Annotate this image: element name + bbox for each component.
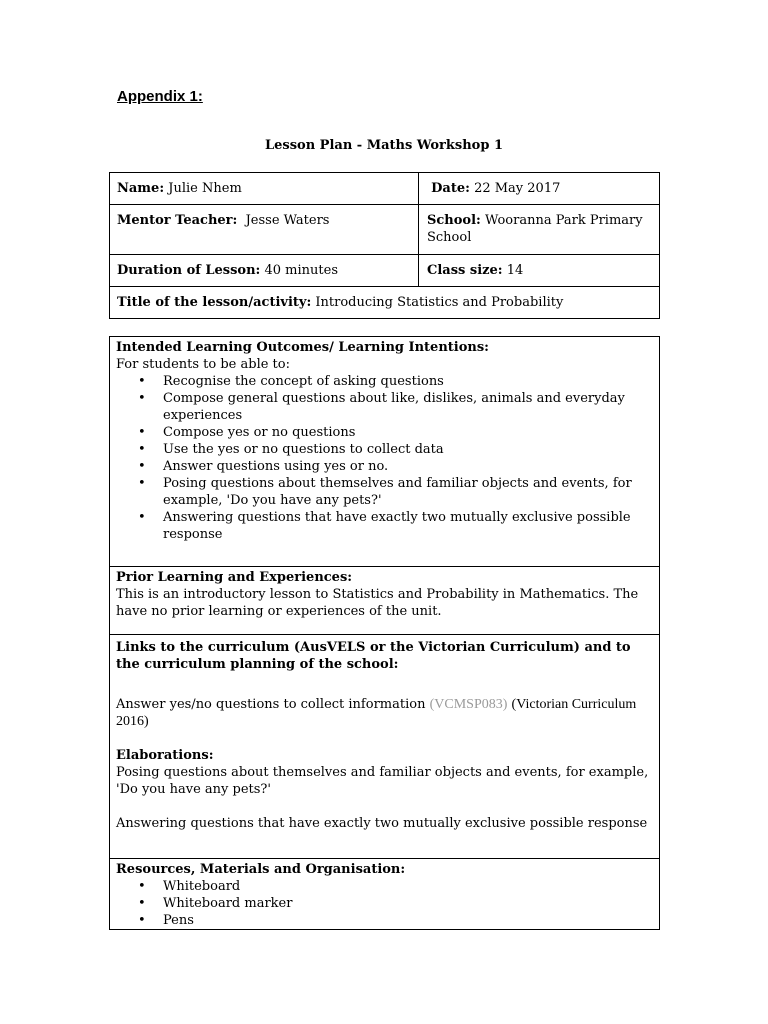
school-cell	[419, 205, 660, 255]
lesson-info-table	[109, 172, 660, 319]
name-value: Julie Nhem	[168, 181, 242, 196]
elaboration-2: Answering questions that have exactly two mutually exclusive possible response	[116, 816, 648, 831]
lesson-plan-table	[109, 336, 660, 930]
outcomes-list	[116, 373, 652, 543]
list-item: • Answer questions using yes or no.	[163, 458, 652, 475]
list-item: • Compose yes or no questions	[163, 424, 652, 441]
curriculum-answer-text: Answer yes/no questions to collect information	[116, 697, 426, 712]
resources-list	[116, 878, 652, 929]
appendix-heading: Appendix 1:	[117, 88, 203, 105]
curriculum-links-cell	[110, 635, 660, 859]
list-item: • Compose general questions about like, dislikes, animals and everyday experiences	[163, 390, 652, 424]
mentor-value: Jesse Waters	[245, 213, 330, 228]
prior-learning-text: This is an introductory lesson to Statistics and Probability in Mathematics. The have no prior learning or experiences of the unit.	[116, 587, 639, 619]
duration-cell	[110, 255, 419, 287]
outcomes-intro: For students to be able to:	[116, 357, 290, 372]
list-item: • Use the yes or no questions to collect data	[163, 441, 652, 458]
school-value: Wooranna Park Primary School	[427, 213, 643, 245]
prior-learning-cell	[110, 567, 660, 635]
outcomes-heading: Intended Learning Outcomes/ Learning Intentions:	[116, 340, 489, 355]
curriculum-links-heading: Links to the curriculum (AusVELS or the Victorian Curriculum) and to the curriculum planning of the school:	[116, 640, 631, 672]
mentor-cell	[110, 205, 419, 255]
mentor-label: Mentor Teacher:	[117, 213, 238, 228]
resources-cell	[110, 859, 660, 930]
class-size-value: 14	[506, 263, 524, 278]
date-cell	[419, 173, 660, 205]
lesson-title-label: Title of the lesson/activity:	[117, 295, 312, 310]
name-label: Name:	[117, 181, 165, 196]
page-title: Lesson Plan - Maths Workshop 1	[264, 138, 504, 153]
duration-value: 40 minutes	[264, 263, 338, 278]
duration-label: Duration of Lesson:	[117, 263, 261, 278]
outcomes-cell	[110, 337, 660, 567]
curriculum-source: (Victorian Curriculum 2016)	[116, 697, 637, 729]
list-item: • Answering questions that have exactly two mutually exclusive possible response	[163, 509, 652, 543]
class-size-cell	[419, 255, 660, 287]
list-item: • Pens	[163, 912, 652, 929]
elaborations-heading: Elaborations:	[116, 748, 214, 763]
name-cell	[110, 173, 419, 205]
date-value: 22 May 2017	[474, 181, 561, 196]
lesson-title-cell	[110, 287, 660, 319]
school-label: School:	[427, 213, 481, 228]
date-label: Date:	[431, 181, 470, 196]
prior-learning-heading: Prior Learning and Experiences:	[116, 570, 353, 585]
list-item: • Recognise the concept of asking questions	[163, 373, 652, 390]
resources-heading: Resources, Materials and Organisation:	[116, 862, 406, 877]
curriculum-code: (VCMSP083)	[429, 697, 508, 712]
class-size-label: Class size:	[427, 263, 503, 278]
list-item: • Whiteboard marker	[163, 895, 652, 912]
lesson-title-value: Introducing Statistics and Probability	[315, 295, 564, 310]
list-item: • Posing questions about themselves and familiar objects and events, for example, 'Do you have any pets?'	[163, 475, 652, 509]
list-item: • Whiteboard	[163, 878, 652, 895]
elaboration-1: Posing questions about themselves and familiar objects and events, for example, 'Do you have any pets?'	[116, 765, 649, 797]
